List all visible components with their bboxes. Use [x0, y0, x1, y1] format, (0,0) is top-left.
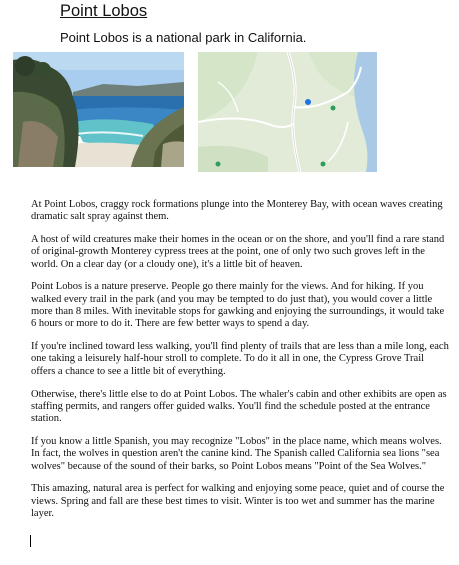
coastal-cove-photo [13, 52, 184, 167]
location-map [198, 52, 377, 172]
text-cursor [30, 535, 31, 547]
paragraph-7: This amazing, natural area is perfect for walking and enjoying some peace, quiet and of course the views. Spring and fall are these best times to visit. Winter is too wet and summer has the marine layer. [31, 483, 445, 519]
paragraph-1: At Point Lobos, craggy rock formations plunge into the Monterey Bay, with ocean waves creating dramatic salt spray against them. [31, 199, 443, 223]
page-title: Point Lobos [60, 2, 148, 20]
article-body [31, 199, 449, 531]
paragraph-5: Otherwise, there's little else to do at Point Lobos. The whaler's cabin and other exhibits are open as staffing permits, and rangers offer guided walks. You'll find the schedule posted at the entrance station. [31, 388, 447, 425]
paragraph-3: Point Lobos is a nature preserve. People go there mainly for the views. And for hiking. If you walked every trail in the park (and you may be tempted to do just that), you would cover a little more than 8 miles. With inevitable stops for gawking and enjoying the surroundings, it would take 6 hours or more to do it. There are few better ways to spend a day. [31, 281, 445, 330]
paragraph-6: If you know a little Spanish, you may recognize "Lobos" in the place name, which means wolves. In fact, the wolves in question aren't the canine kind. The Spanish called California sea lions "sea wolves" because of the sound of their barks, so Point Lobos means "Point of the Sea Wolves." [31, 435, 442, 472]
page-subtitle: Point Lobos is a national park in California. [60, 30, 307, 45]
paragraph-2: A host of wild creatures make their homes in the ocean or on the shore, and you'll find a rare stand of original-growth Monterey cypress trees at the point, one of only two such groves left in the world. On a clear day (or a cloudy one), it's a little bit of heaven. [31, 234, 445, 270]
paragraph-4: If you're inclined toward less walking, you'll find plenty of trails that are less than a mile long, each one taking a leisurely half-hour stroll to complete. To do it all in one, the Cypress Grove Trail offers a chance to see a little bit of everything. [31, 341, 449, 377]
